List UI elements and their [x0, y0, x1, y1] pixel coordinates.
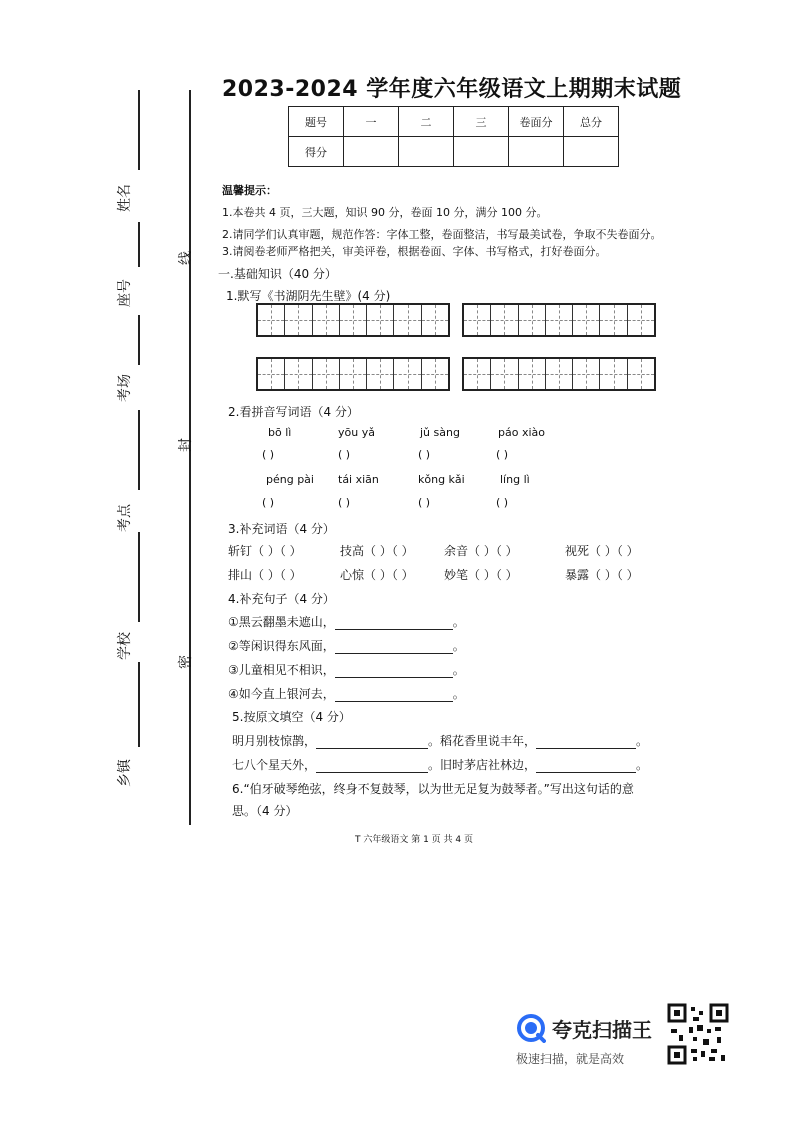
binding-info-line-5 [138, 532, 140, 622]
sentence-fill-row [228, 685, 465, 702]
answer-blank[interactable] [335, 701, 453, 702]
answer-blank[interactable] [335, 629, 453, 630]
answer-blank[interactable] [316, 772, 428, 773]
sentence-prompt: ②等闲识得东风面， [228, 639, 335, 653]
section-1-heading: 一.基础知识（40 分） [218, 267, 337, 281]
pinyin-prompt: kǒng kǎi [418, 473, 465, 486]
score-header-cell: 一 [344, 107, 399, 137]
fill-prompt: 明月别枝惊鹊， [232, 734, 317, 748]
score-cell[interactable] [564, 137, 619, 167]
score-header-cell: 二 [399, 107, 454, 137]
writing-grid[interactable] [462, 357, 656, 391]
sentence-fill-row [228, 613, 465, 630]
name-field-label: 姓名 [117, 184, 133, 212]
question-1-label: 1.默写《书湖阴先生壁》(4 分) [226, 289, 391, 303]
binding-info-line-4 [138, 410, 140, 490]
answer-blank[interactable] [536, 748, 636, 749]
score-header-cell: 总分 [564, 107, 619, 137]
idiom-fill-item[interactable]: 余音（ ）（ ） [444, 544, 518, 558]
question-6-text: 6.“伯牙破琴绝弦，终身不复鼓琴，以为世无足复为鼓琴者。”写出这句话的意 [232, 782, 634, 796]
idiom-fill-item[interactable]: 妙笔（ ）（ ） [444, 568, 518, 582]
score-cell[interactable] [399, 137, 454, 167]
score-cell[interactable] [509, 137, 564, 167]
pinyin-answer-paren[interactable]: ( ) [418, 496, 431, 509]
pinyin-answer-paren[interactable]: ( ) [262, 496, 275, 509]
score-table-header-row [289, 107, 619, 137]
pinyin-prompt: jǔ sàng [420, 426, 460, 439]
town-field-label: 乡镇 [117, 759, 133, 787]
text-fill-row [232, 732, 648, 749]
answer-blank[interactable] [335, 653, 453, 654]
pinyin-prompt: líng lì [500, 473, 530, 486]
pinyin-prompt: páo xiào [498, 426, 545, 439]
sentence-prompt: ③儿童相见不相识， [228, 663, 335, 677]
period: 。 [636, 758, 649, 772]
pinyin-prompt: yōu yǎ [338, 426, 375, 439]
tips-line: 3.请阅卷老师严格把关，审美评卷，根据卷面、字体、书写格式，打好卷面分。 [222, 245, 607, 258]
period: 。 [636, 734, 649, 748]
idiom-fill-item[interactable]: 斩钉（ ）（ ） [228, 544, 302, 558]
pinyin-prompt: tái xiān [338, 473, 379, 486]
answer-blank[interactable] [316, 748, 428, 749]
binding-info-line-1 [138, 90, 140, 170]
page-title: 2023-2024 学年度六年级语文上期期末试题 [222, 77, 682, 102]
fill-prompt: 。旧时茅店社林边， [428, 758, 537, 772]
scanner-brand: 夸克扫描王 [552, 1018, 652, 1042]
page-footer: T 六年级语文 第 1 页 共 4 页 [355, 835, 473, 845]
binding-info-line-2 [138, 222, 140, 267]
sentence-fill-row [228, 661, 465, 678]
answer-blank[interactable] [335, 677, 453, 678]
idiom-fill-item[interactable]: 视死（ ）（ ） [565, 544, 639, 558]
text-fill-row [232, 756, 648, 773]
question-3-label: 3.补充词语（4 分） [228, 522, 335, 536]
period: 。 [452, 663, 465, 677]
score-cell[interactable] [454, 137, 509, 167]
period: 。 [452, 687, 465, 701]
pinyin-prompt: péng pài [266, 473, 314, 486]
writing-grid[interactable] [462, 303, 656, 337]
writing-grid[interactable] [256, 357, 450, 391]
binding-marker-mi: 密 [178, 655, 194, 669]
tips-heading: 温馨提示： [222, 184, 277, 197]
tips-line: 1.本卷共 4 页，三大题，知识 90 分，卷面 10 分，满分 100 分。 [222, 206, 548, 219]
school-field-label: 学校 [117, 632, 133, 660]
binding-seal-line [189, 90, 191, 825]
score-cell[interactable] [344, 137, 399, 167]
period: 。 [452, 639, 465, 653]
scanner-logo-icon [516, 1013, 546, 1043]
score-row-label: 得分 [289, 137, 344, 167]
sentence-fill-row [228, 637, 465, 654]
score-table-score-row [289, 137, 619, 167]
score-header-cell: 题号 [289, 107, 344, 137]
period: 。 [452, 615, 465, 629]
fill-prompt: 。稻花香里说丰年， [428, 734, 537, 748]
binding-info-line-6 [138, 662, 140, 747]
pinyin-answer-paren[interactable]: ( ) [262, 448, 275, 461]
score-header-cell: 三 [454, 107, 509, 137]
idiom-fill-item[interactable]: 技高（ ）（ ） [340, 544, 414, 558]
idiom-fill-item[interactable]: 排山（ ）（ ） [228, 568, 302, 582]
pinyin-answer-paren[interactable]: ( ) [418, 448, 431, 461]
exam-room-field-label: 考场 [117, 374, 133, 402]
pinyin-prompt: bō lì [268, 426, 292, 439]
question-4-label: 4.补充句子（4 分） [228, 592, 335, 606]
binding-info-line-3 [138, 315, 140, 365]
score-header-cell: 卷面分 [509, 107, 564, 137]
scanner-slogan: 极速扫描，就是高效 [516, 1052, 625, 1066]
question-5-label: 5.按原文填空（4 分） [232, 710, 351, 724]
sentence-prompt: ①黑云翻墨未遮山， [228, 615, 335, 629]
score-table [288, 106, 619, 167]
pinyin-answer-paren[interactable]: ( ) [338, 448, 351, 461]
question-2-label: 2.看拼音写词语（4 分） [228, 405, 359, 419]
writing-grid[interactable] [256, 303, 450, 337]
exam-site-field-label: 考点 [117, 504, 133, 532]
pinyin-answer-paren[interactable]: ( ) [338, 496, 351, 509]
tips-line: 2.请同学们认真审题，规范作答：字体工整，卷面整洁，书写最美试卷，争取不失卷面分。 [222, 228, 662, 241]
fill-prompt: 七八个星天外， [232, 758, 317, 772]
question-6-text-cont: 思。（4 分） [232, 804, 298, 818]
binding-marker-feng: 封 [178, 438, 194, 452]
pinyin-answer-paren[interactable]: ( ) [496, 496, 509, 509]
answer-blank[interactable] [536, 772, 636, 773]
pinyin-answer-paren[interactable]: ( ) [496, 448, 509, 461]
qr-code-icon [667, 1003, 729, 1065]
idiom-fill-item[interactable]: 暴露（ ）（ ） [565, 568, 639, 582]
idiom-fill-item[interactable]: 心惊（ ）（ ） [340, 568, 414, 582]
seat-number-field-label: 座号 [117, 279, 133, 307]
sentence-prompt: ④如今直上银河去， [228, 687, 335, 701]
binding-marker-xian: 线 [178, 251, 194, 265]
